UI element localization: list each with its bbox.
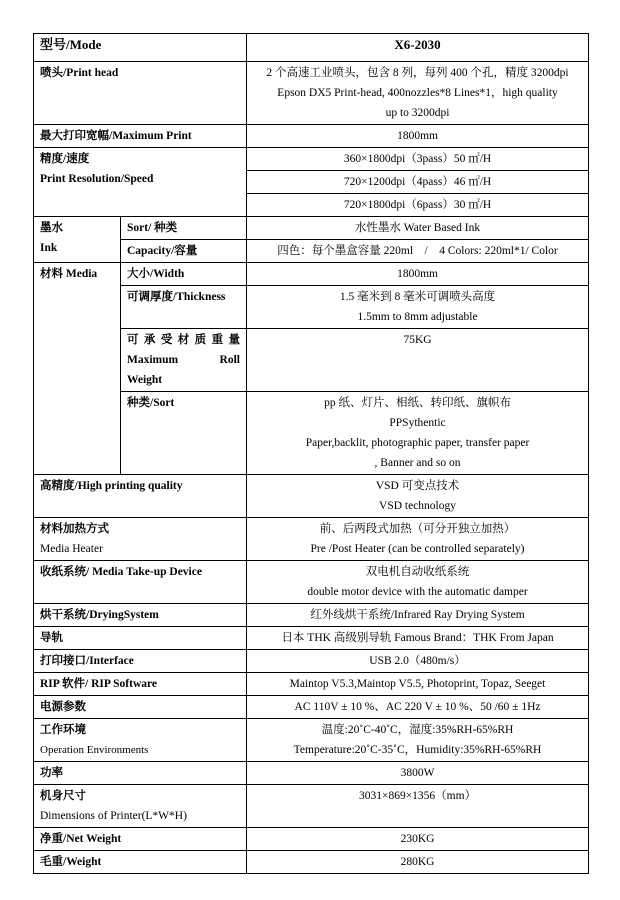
media-sort-label: 种类/Sort	[121, 392, 247, 475]
power-label: 功率	[34, 762, 247, 785]
heater-line: Pre /Post Heater (can be controlled separately)	[310, 543, 525, 555]
heater-value	[247, 518, 589, 561]
row-quality	[34, 475, 589, 518]
media-weight-label	[121, 329, 247, 392]
dimensions-value: 3031×869×1356（mm）	[247, 785, 589, 828]
environment-line: Temperature:20˚C-35˚C，Humidity:35%RH-65%RH	[293, 744, 542, 756]
media-sort-line: , Banner and so on	[374, 457, 461, 469]
resolution-label	[34, 148, 247, 217]
print-head-value	[247, 62, 589, 125]
row-power-spec	[34, 696, 589, 719]
environment-label-cn: 工作环境	[40, 724, 86, 736]
row-net-weight	[34, 828, 589, 851]
environment-label-en: Operation Environments	[40, 744, 149, 756]
resolution-value: 360×1800dpi（3pass）50 ㎡/H	[247, 148, 589, 171]
rail-label: 导轨	[34, 627, 247, 650]
media-sort-value	[247, 392, 589, 475]
rail-value: 日本 THK 高级别导轨 Famous Brand：THK From Japan	[247, 627, 589, 650]
environment-value	[247, 719, 589, 762]
heater-label	[34, 518, 247, 561]
net-weight-label: 净重/Net Weight	[34, 828, 247, 851]
dimensions-label-en: Dimensions of Printer(L*W*H)	[40, 810, 187, 822]
ink-sort-value: 水性墨水 Water Based Ink	[247, 217, 589, 240]
resolution-label-en: Print Resolution/Speed	[40, 173, 154, 185]
row-environment	[34, 719, 589, 762]
ink-sort-label: Sort/ 种类	[121, 217, 247, 240]
row-interface	[34, 650, 589, 673]
environment-label	[34, 719, 247, 762]
drying-label: 烘干系统/DryingSystem	[34, 604, 247, 627]
resolution-label-cn: 精度/速度	[40, 153, 90, 165]
ink-capacity-value: 四色：每个墨盒容量 220ml / 4 Colors: 220ml*1/ Color	[247, 240, 589, 263]
row-gross-weight	[34, 851, 589, 874]
rip-value: Maintop V5.3,Maintop V5.5, Photoprint, Topaz, Seeget	[247, 673, 589, 696]
resolution-value: 720×1800dpi（6pass）30 ㎡/H	[247, 194, 589, 217]
max-print-label: 最大打印宽幅/Maximum Print	[34, 125, 247, 148]
power-spec-value: AC 110V ± 10 %、AC 220 V ± 10 %、50 /60 ± 1Hz	[247, 696, 589, 719]
media-sort-line: Paper,backlit, photographic paper, transfer paper	[305, 437, 530, 449]
model-label: 型号/Mode	[34, 34, 247, 62]
model-value: X6-2030	[247, 34, 589, 62]
thickness-line: 1.5mm to 8mm adjustable	[357, 311, 478, 323]
heater-label-en: Media Heater	[40, 543, 103, 555]
row-heater	[34, 518, 589, 561]
row-model	[34, 34, 589, 62]
row-drying	[34, 604, 589, 627]
max-print-value: 1800mm	[247, 125, 589, 148]
gross-weight-value: 280KG	[247, 851, 589, 874]
interface-label: 打印接口/Interface	[34, 650, 247, 673]
print-head-line: 2 个高速工业喷头，包含 8 列，每列 400 个孔，精度 3200dpi	[266, 67, 569, 79]
power-spec-label: 电源参数	[34, 696, 247, 719]
row-takeup	[34, 561, 589, 604]
print-head-label: 喷头/Print head	[34, 62, 247, 125]
heater-label-cn: 材料加热方式	[40, 523, 109, 535]
takeup-label: 收纸系统/ Media Take-up Device	[34, 561, 247, 604]
power-value: 3800W	[247, 762, 589, 785]
row-power	[34, 762, 589, 785]
environment-line: 温度:20˚C-40˚C，湿度:35%RH-65%RH	[321, 724, 514, 736]
media-label: 材料 Media	[34, 263, 121, 475]
media-width-label: 大小/Width	[121, 263, 247, 286]
media-weight-value: 75KG	[247, 329, 589, 392]
ink-label-cn: 墨水	[40, 222, 63, 234]
print-head-line: up to 3200dpi	[385, 107, 450, 119]
takeup-line: double motor device with the automatic damper	[307, 586, 528, 598]
media-thickness-label: 可调厚度/Thickness	[121, 286, 247, 329]
ink-label-en: Ink	[40, 242, 58, 254]
row-rip	[34, 673, 589, 696]
media-sort-line: pp 纸、灯片、相纸、转印纸、旗帜布	[324, 397, 511, 409]
print-head-line: Epson DX5 Print-head, 400nozzles*8 Lines*1，high quality	[277, 87, 558, 99]
dimensions-label-cn: 机身尺寸	[40, 790, 86, 802]
gross-weight-label: 毛重/Weight	[34, 851, 247, 874]
row-media-width	[34, 263, 589, 286]
net-weight-value: 230KG	[247, 828, 589, 851]
row-print-head	[34, 62, 589, 125]
dimensions-label	[34, 785, 247, 828]
row-max-print	[34, 125, 589, 148]
ink-label	[34, 217, 121, 263]
resolution-value: 720×1200dpi（4pass）46 ㎡/H	[247, 171, 589, 194]
drying-value: 红外线烘干系统/Infrared Ray Drying System	[247, 604, 589, 627]
spec-table	[33, 33, 589, 874]
weight-label-line: Maximum Roll	[127, 354, 241, 366]
weight-label-line: Weight	[127, 374, 163, 386]
takeup-line: 双电机自动收纸系统	[365, 566, 470, 578]
ink-capacity-label: Capacity/容量	[121, 240, 247, 263]
media-thickness-value	[247, 286, 589, 329]
weight-label-line: 可承受材质重量	[127, 334, 241, 346]
row-rail	[34, 627, 589, 650]
quality-value	[247, 475, 589, 518]
quality-label: 高精度/High printing quality	[34, 475, 247, 518]
row-ink-sort	[34, 217, 589, 240]
media-width-value: 1800mm	[247, 263, 589, 286]
quality-line: VSD 可变点技术	[375, 480, 460, 492]
media-sort-line: PPSythentic	[389, 417, 446, 429]
row-resolution	[34, 148, 589, 171]
row-dimensions	[34, 785, 589, 828]
rip-label: RIP 软件/ RIP Software	[34, 673, 247, 696]
thickness-line: 1.5 毫米到 8 毫米可调喷头高度	[339, 291, 496, 303]
takeup-value	[247, 561, 589, 604]
quality-line: VSD technology	[379, 500, 456, 512]
heater-line: 前、后两段式加热（可分开独立加热）	[319, 523, 516, 535]
interface-value: USB 2.0（480m/s）	[247, 650, 589, 673]
